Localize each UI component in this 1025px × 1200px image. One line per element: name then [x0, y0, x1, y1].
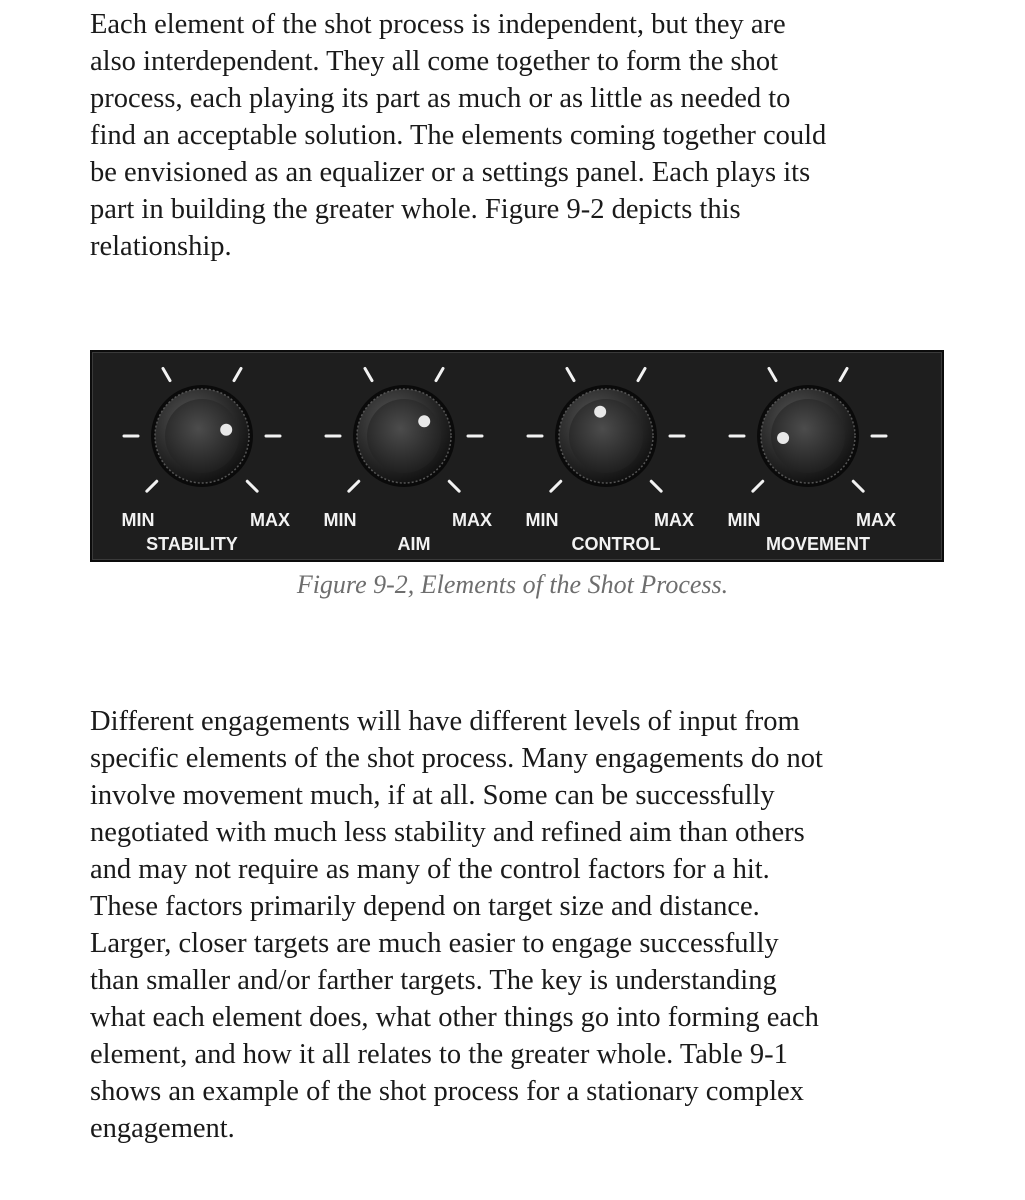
text-line: process, each playing its part as much or as little as needed to [90, 83, 791, 114]
knob-cap [569, 399, 643, 473]
knob-min-label: MIN [323, 510, 357, 530]
dial-tick-mark [147, 481, 157, 491]
dial-tick-mark [769, 368, 776, 380]
text-line: specific elements of the shot process. Many engagements do not [90, 743, 823, 774]
dial-tick-mark [163, 368, 170, 380]
dial-tick-mark [651, 481, 661, 491]
text-line: negotiated with much less stability and refined aim than others [90, 817, 805, 848]
dial-tick-mark [638, 368, 645, 380]
knob-min-label: MIN [525, 510, 559, 530]
knob-cap [367, 399, 441, 473]
knob-min-label: MIN [121, 510, 155, 530]
knob-indicator-dot [594, 406, 606, 418]
text-line: shows an example of the shot process for a stationary complex [90, 1076, 804, 1107]
knob-name-label: STABILITY [146, 534, 238, 554]
text-line: than smaller and/or farther targets. The key is understanding [90, 965, 777, 996]
dial-tick-mark [567, 368, 574, 380]
knob-max-label: MAX [250, 510, 290, 530]
text-line: These factors primarily depend on target size and distance. [90, 891, 760, 922]
text-line: engagement. [90, 1113, 235, 1144]
dial-tick-mark [449, 481, 459, 491]
dial-tick-mark [349, 481, 359, 491]
knob-max-label: MAX [654, 510, 694, 530]
knob-max-label: MAX [856, 510, 896, 530]
dial-tick-mark [551, 481, 561, 491]
dial-tick-mark [365, 368, 372, 380]
dial-tick-mark [753, 481, 763, 491]
knob-name-label: MOVEMENT [765, 534, 871, 554]
text-line: and may not require as many of the control factors for a hit. [90, 854, 770, 885]
dial-tick-mark [436, 368, 443, 380]
text-line: involve movement much, if at all. Some can be successfully [90, 780, 775, 811]
dial-tick-mark [234, 368, 241, 380]
figure-caption: Figure 9-2, Elements of the Shot Process. [296, 570, 729, 599]
knob-settings-panel [90, 350, 944, 562]
text-line: Larger, closer targets are much easier to engage successfully [90, 928, 779, 959]
text-line: be envisioned as an equalizer or a settings panel. Each plays its [90, 157, 811, 188]
paragraph-intro [90, 6, 940, 265]
paragraph-engagements [90, 703, 940, 1147]
knob-name-label: CONTROL [571, 534, 661, 554]
text-line: Each element of the shot process is independent, but they are [90, 9, 786, 40]
dial-tick-mark [853, 481, 863, 491]
knob-cap [165, 399, 239, 473]
knob-max-label: MAX [452, 510, 492, 530]
knob-indicator-dot [418, 415, 430, 427]
text-line: what each element does, what other things go into forming each [90, 1002, 819, 1033]
text-line: relationship. [90, 231, 232, 262]
text-line: find an acceptable solution. The elements coming together could [90, 120, 827, 151]
text-line: Different engagements will have different levels of input from [90, 706, 800, 737]
text-line: element, and how it all relates to the greater whole. Table 9-1 [90, 1039, 788, 1070]
dial-tick-mark [247, 481, 257, 491]
knob-name-label: AIM [397, 534, 431, 554]
knob-panel-graphic [92, 352, 942, 560]
text-line: part in building the greater whole. Figure 9-2 depicts this [90, 194, 741, 225]
text-line: also interdependent. They all come together to form the shot [90, 46, 779, 77]
knob-indicator-dot [777, 432, 789, 444]
knob-indicator-dot [220, 424, 232, 436]
dial-tick-mark [840, 368, 847, 380]
knob-min-label: MIN [727, 510, 761, 530]
